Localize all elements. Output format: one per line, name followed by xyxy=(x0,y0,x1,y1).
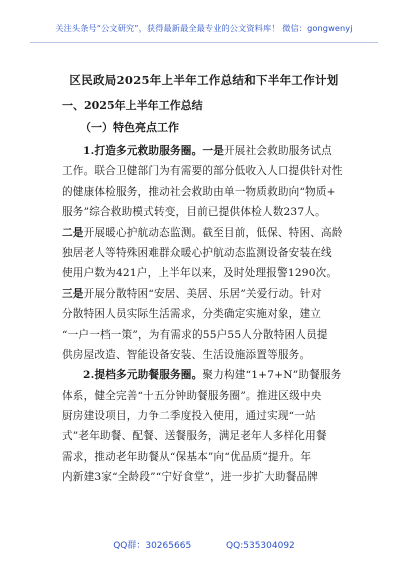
body-line: 式”老年助餐、配餐、送餐服务，满足老年人多样化用餐 xyxy=(62,430,327,443)
body-line: 二是开展暖心护航动态监测。截至目前，低保、特困、高龄 xyxy=(62,226,343,239)
body-line: 独居老人等特殊困难群众暖心护航动态监测设备安装在线 xyxy=(62,246,332,259)
body-line: 内新建3家“全龄段”“宁好食堂”，进一步扩大助餐品牌 xyxy=(62,471,319,484)
body-line: 厨房建设项目，力争二季度投入使用，通过实现“一站 xyxy=(62,410,316,423)
body-line: 分散特困人员实际生活需求，分类确定实施对象，建立 xyxy=(62,308,322,321)
footer-qq-group: QQ群：30265665 xyxy=(113,541,192,551)
body-line: 供房屋改造、智能设备安装、生活设施添置等服务。 xyxy=(62,348,311,361)
section-heading: 一、2025年上半年工作总结 xyxy=(62,99,203,112)
body-line: “一户一档一策”，为有需求的55户55人分散特困人员提 xyxy=(62,328,328,341)
subsection-heading: （一）特色亮点工作 xyxy=(80,121,179,134)
footer-contact xyxy=(0,538,408,551)
header-note: 关注头条号“公文研究”，获得最新最全最专业的公文资料库！ 微信：gongwenyj xyxy=(55,23,353,33)
document-title: 区民政局2025年上半年工作总结和下半年工作计划 xyxy=(69,73,339,87)
body-line: 的健康体检服务，推动社会救助由单一物质救助向“物质+ xyxy=(62,185,336,198)
body-line: 三是开展分散特困“安居、美居、乐居”关爱行动。针对 xyxy=(62,287,322,300)
body-line: 服务”综合救助模式转变，目前已提供体检人数237人。 xyxy=(62,206,326,219)
body-line: 体系，健全完善“十五分钟助餐服务圈”。推进区级中央 xyxy=(62,389,322,402)
body-line: 1.打造多元救助服务圈。一是开展社会救助服务试点 xyxy=(83,145,332,157)
footer-qq-number: QQ:535304092 xyxy=(226,541,295,551)
body-line: 需求，推动老年助餐从“保基本”向“优品质”提升。年 xyxy=(62,450,312,463)
body-text xyxy=(62,141,352,488)
header-divider xyxy=(30,42,378,43)
body-line: 使用户数为421户，上半年以来，及时处理报警1290次。 xyxy=(62,267,338,280)
body-line: 2.提档多元助餐服务圈。聚力构建“1+7+N”助餐服务 xyxy=(83,369,342,382)
body-line: 工作。联合卫健部门为有需要的部分低收入人口提供针对性 xyxy=(62,165,343,178)
